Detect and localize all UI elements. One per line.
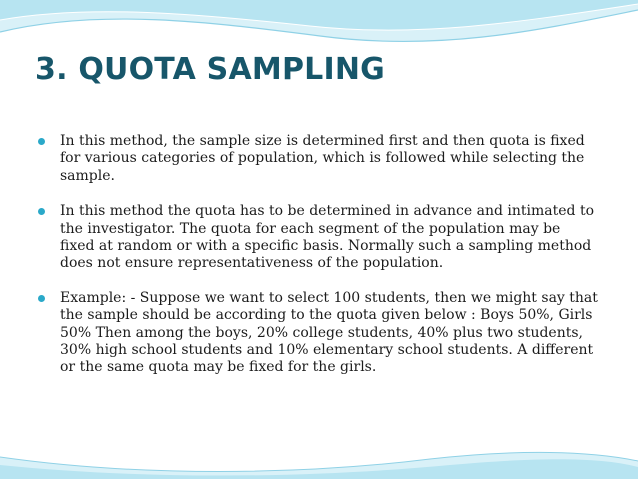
bullet-text: In this method the quota has to be determined in advance and intimated to the investigator. The quota for each segment of the population may be fixed at random or with a specific basis. Normally such a sampling method does not ensure representativeness of the population. (60, 203, 594, 272)
bullet-item (38, 290, 598, 377)
bullet-text: Example: - Suppose we want to select 100 students, then we might say that the sample should be according to the quota given below : Boys 50%, Girls 50% Then among the boys, 20% college students, 40% plus two students, 30% high school students and 10% elementary school students. A different or the same quota may be fixed for the girls. (60, 289, 598, 376)
bullet-dot-icon (38, 138, 45, 145)
footer-wave-decoration (0, 447, 638, 479)
header-wave-decoration (0, 0, 638, 60)
bullet-item (38, 133, 598, 185)
bullet-dot-icon (38, 208, 45, 215)
bullet-dot-icon (38, 295, 45, 302)
bullet-text: In this method, the sample size is determined first and then quota is fixed for various categories of population, which is followed while selecting the sample. (60, 133, 585, 184)
bullet-list (38, 133, 598, 395)
bullet-item (38, 203, 598, 273)
slide-title: 3. QUOTA SAMPLING (35, 52, 385, 87)
